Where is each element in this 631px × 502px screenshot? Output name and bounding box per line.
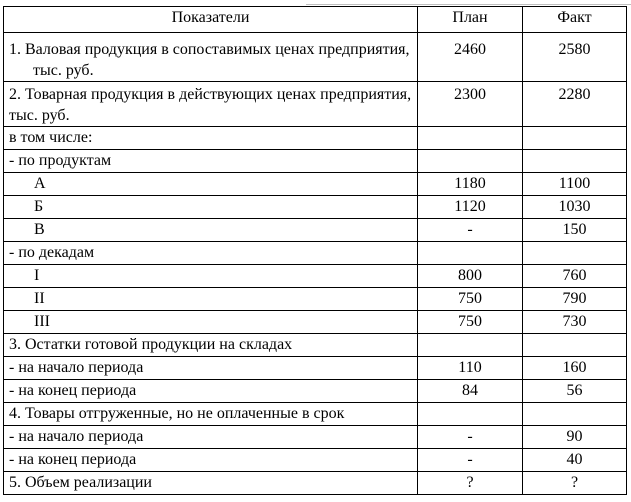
row-fact: 2580 — [523, 33, 627, 82]
row-plan — [418, 403, 523, 426]
row-fact — [523, 242, 627, 265]
row-plan: 2300 — [418, 82, 523, 127]
table-row — [4, 403, 627, 426]
row-fact: 2280 — [523, 82, 627, 127]
row-plan: 1120 — [418, 196, 523, 219]
row-plan — [418, 150, 523, 173]
row-plan: 110 — [418, 357, 523, 380]
production-table — [3, 6, 627, 495]
table-row — [4, 311, 627, 334]
row-fact: 56 — [523, 380, 627, 403]
row-fact: 760 — [523, 265, 627, 288]
row-fact — [523, 127, 627, 150]
row-label: - по продуктам — [4, 150, 418, 173]
row-label: 3. Остатки готовой продукции на складах — [4, 334, 418, 357]
header-row — [4, 7, 627, 33]
row-fact: 1030 — [523, 196, 627, 219]
row-label: - по декадам — [4, 242, 418, 265]
row-fact: 790 — [523, 288, 627, 311]
table-row — [4, 334, 627, 357]
table-row — [4, 426, 627, 449]
row-plan: 2460 — [418, 33, 523, 82]
row-label: - на конец периода — [4, 380, 418, 403]
row-plan: - — [418, 449, 523, 472]
row-label: в том числе: — [4, 127, 418, 150]
row-fact: 40 — [523, 449, 627, 472]
row-label: I — [4, 265, 418, 288]
row-plan: 84 — [418, 380, 523, 403]
row-fact: 1100 — [523, 173, 627, 196]
table-row — [4, 173, 627, 196]
row-label: III — [4, 311, 418, 334]
row-plan: - — [418, 219, 523, 242]
row-label: 4. Товары отгруженные, но не оплаченные в срок — [4, 403, 418, 426]
table-row — [4, 150, 627, 173]
table-row — [4, 472, 627, 495]
table-row — [4, 127, 627, 150]
table-row — [4, 33, 627, 82]
row-label: - на начало периода — [4, 357, 418, 380]
row-plan: 1180 — [418, 173, 523, 196]
row-plan: 800 — [418, 265, 523, 288]
table-row — [4, 82, 627, 127]
table-row — [4, 196, 627, 219]
row-fact — [523, 403, 627, 426]
row-label: 2. Товарная продукция в действующих ценах предприятия, тыс. руб. — [4, 82, 418, 127]
row-plan: 750 — [418, 288, 523, 311]
row-plan: ? — [418, 472, 523, 495]
row-label: - на конец периода — [4, 449, 418, 472]
table-row — [4, 288, 627, 311]
row-label: Б — [4, 196, 418, 219]
table-row — [4, 380, 627, 403]
row-label: В — [4, 219, 418, 242]
table-row — [4, 449, 627, 472]
row-fact: ? — [523, 472, 627, 495]
header-fact: Факт — [523, 7, 627, 33]
table-row — [4, 357, 627, 380]
row-label: 5. Объем реализации — [4, 472, 418, 495]
row-fact: 150 — [523, 219, 627, 242]
row-plan — [418, 334, 523, 357]
row-plan: 750 — [418, 311, 523, 334]
ruler-line — [306, 4, 631, 5]
row-fact: 90 — [523, 426, 627, 449]
header-indicator: Показатели — [4, 7, 418, 33]
row-fact: 730 — [523, 311, 627, 334]
row-plan — [418, 242, 523, 265]
header-plan: План — [418, 7, 523, 33]
row-fact — [523, 334, 627, 357]
table-row — [4, 219, 627, 242]
row-fact: 160 — [523, 357, 627, 380]
row-label: 1. Валовая продукция в сопоставимых ценах предприятия, тыс. руб. — [4, 33, 418, 82]
row-plan: - — [418, 426, 523, 449]
row-label: - на начало периода — [4, 426, 418, 449]
row-plan — [418, 127, 523, 150]
row-label: А — [4, 173, 418, 196]
table-row — [4, 242, 627, 265]
table-row — [4, 265, 627, 288]
row-label: II — [4, 288, 418, 311]
row-fact — [523, 150, 627, 173]
